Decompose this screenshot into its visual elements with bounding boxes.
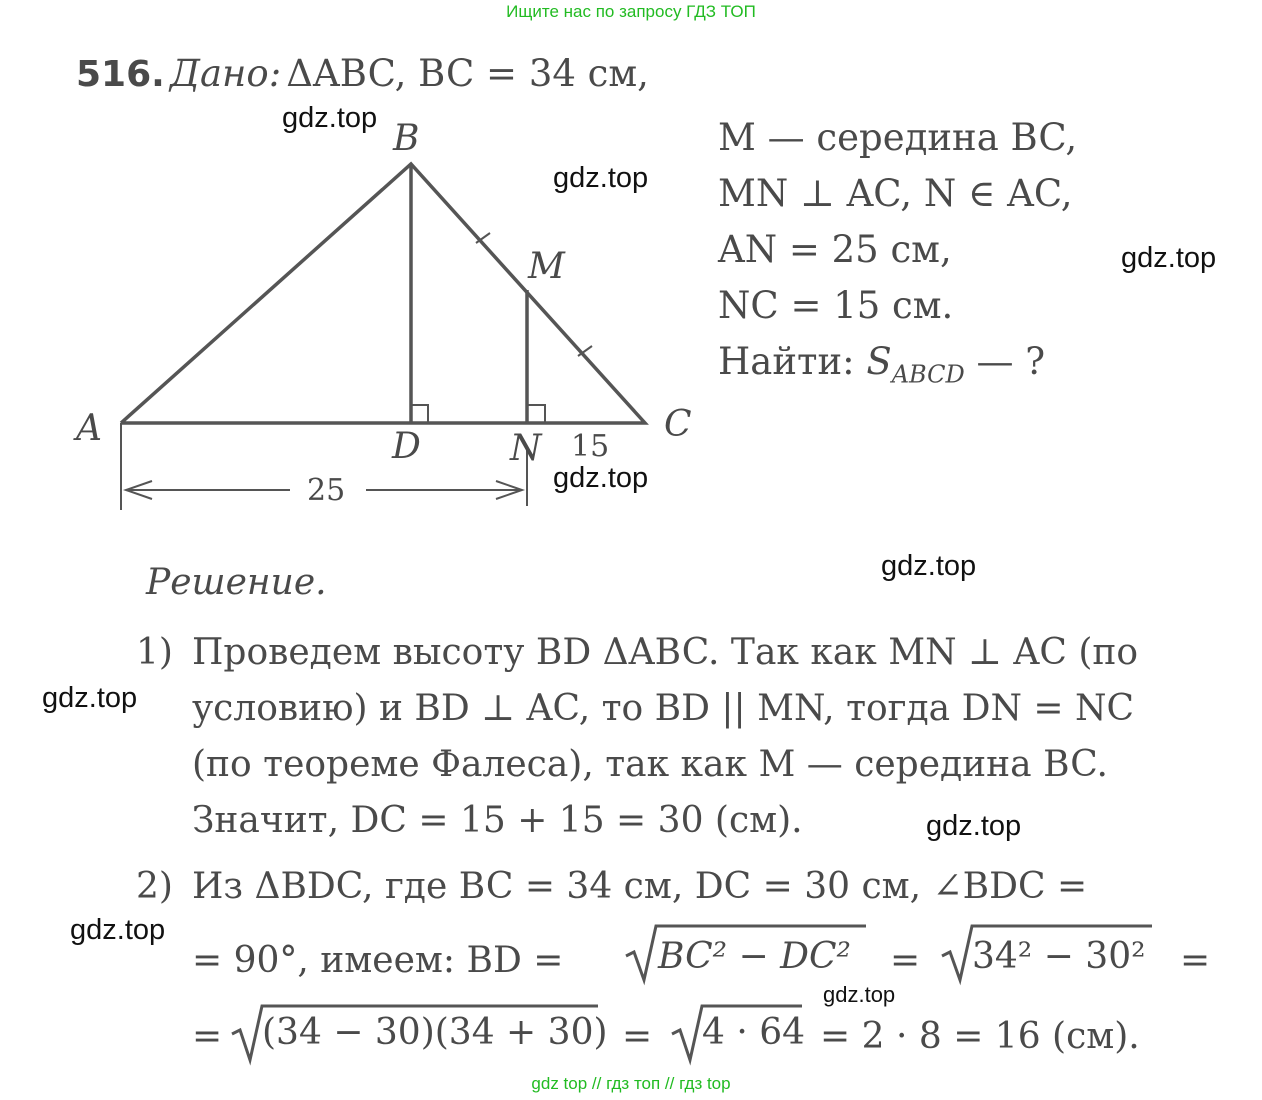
find-label: Найти: (718, 340, 855, 383)
label-m: M (528, 246, 565, 287)
step2-line-2-tail: = (1180, 940, 1211, 981)
step2-radicand-4: 4 · 64 (702, 1012, 806, 1053)
watermark: gdz.top (282, 102, 378, 134)
label-n: N (510, 428, 542, 469)
given-line-2: MN ⊥ AC, N ∈ AC, (718, 172, 1073, 215)
step2-line-1: Из ΔBDC, где BC = 34 см, DC = 30 см, ∠BDC = (192, 866, 1088, 907)
step2-line-3-eq: = (622, 1016, 653, 1057)
watermark: gdz.top (823, 982, 896, 1007)
watermark: gdz.top (553, 162, 649, 194)
given-line-4: NC = 15 см. (718, 284, 954, 327)
step1-line-2: условию) и BD ⊥ AC, то BD || MN, тогда DN = NC (192, 688, 1135, 729)
triangle-abc (121, 164, 645, 423)
label-an-length: 25 (307, 473, 346, 508)
step2-line-2-eq: = (890, 940, 921, 981)
problem-number: 516. (76, 54, 165, 95)
step2-marker: 2) (136, 866, 173, 907)
step2-radicand-2: 34² − 30² (972, 936, 1146, 977)
watermark: gdz.top (70, 914, 166, 946)
step1-marker: 1) (136, 632, 173, 673)
top-banner: Ищите нас по запросу ГДЗ ТОП (506, 2, 756, 21)
step1-line-1: Проведем высоту BD ΔABC. Так как MN ⊥ AC (по (192, 632, 1139, 673)
watermark: gdz.top (926, 810, 1022, 842)
step2-line-3-prefix: = (192, 1016, 223, 1057)
given-label: Дано: (169, 52, 282, 95)
footer-watermark: gdz top // гдз топ // гдз top (531, 1074, 731, 1093)
watermark: gdz.top (881, 550, 977, 582)
label-b: B (393, 118, 420, 159)
step1-line-4: Значит, DC = 15 + 15 = 30 (см). (192, 800, 803, 841)
label-a: A (76, 408, 102, 449)
step2-radicand-1: BC² − DC² (658, 936, 851, 977)
find-var: S (866, 340, 892, 383)
step1-line-3: (по теореме Фалеса), так как M — середина BC. (192, 744, 1108, 785)
right-angle-d (411, 405, 428, 423)
solution-heading: Решение. (146, 562, 327, 603)
step2-radicand-3: (34 − 30)(34 + 30) (262, 1012, 608, 1053)
given-line-1: M — середина BC, (718, 116, 1078, 159)
given-first-line: ΔABC, BC = 34 см, (286, 52, 649, 95)
step2-line-3-tail: = 2 · 8 = 16 (см). (820, 1016, 1140, 1057)
label-nc-length: 15 (571, 429, 610, 464)
label-d: D (392, 426, 421, 467)
find-tail: — ? (976, 340, 1046, 383)
watermark: gdz.top (1121, 242, 1217, 274)
given-line-3: AN = 25 см, (718, 228, 952, 271)
right-angle-n (527, 405, 545, 423)
find-sub: ABCD (891, 360, 965, 389)
step2-line-2-prefix: = 90°, имеем: BD = (192, 940, 564, 981)
label-c: C (664, 404, 692, 445)
watermark: gdz.top (42, 682, 138, 714)
watermark: gdz.top (553, 462, 649, 494)
